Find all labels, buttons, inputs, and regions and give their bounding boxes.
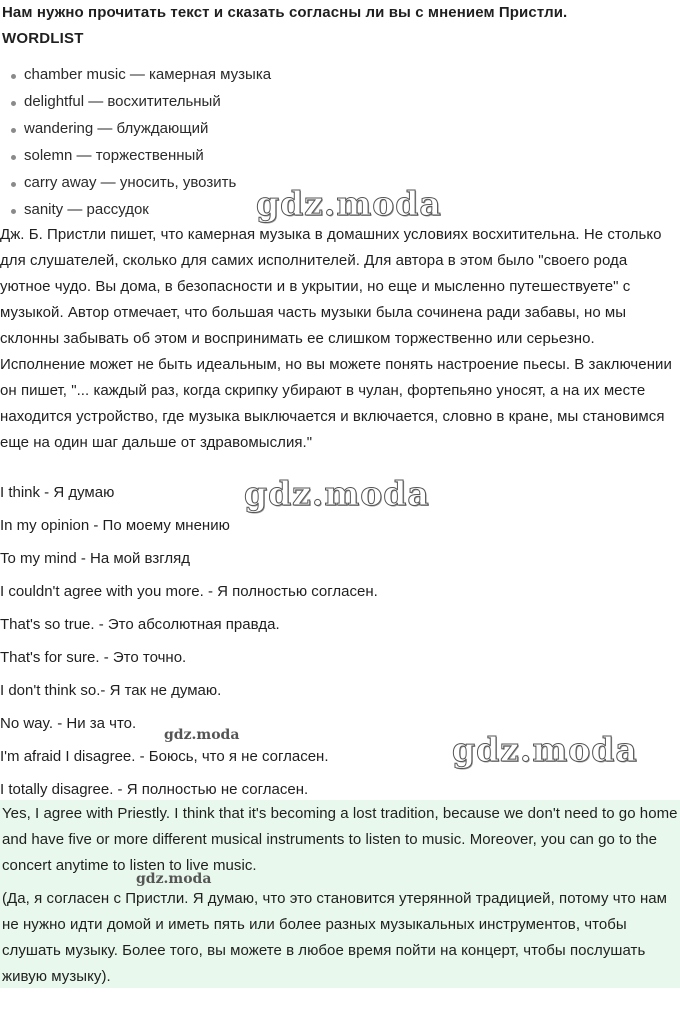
phrase-item: To my mind - На мой взгляд [0, 550, 191, 567]
phrase-item: No way. - Ни за что. [0, 715, 137, 732]
answer-russian: (Да, я согласен с Пристли. Я думаю, что это становится утерянной традицией, потому что нам не нужно идти домой и иметь пять или более разных музыкальных инструментов, чтобы слушать музыку. Более того, вы можете в любое время пойти на концерт, чтобы послушать живую музыку). [2, 890, 668, 985]
wordlist-heading: WORDLIST [2, 30, 84, 47]
watermark-logo: gdz.moda [452, 730, 638, 769]
wordlist-item: chamber music — камерная музыка [0, 64, 271, 91]
phrase-item: In my opinion - По моему мнению [0, 517, 230, 534]
wordlist-item: delightful — восхитительный [0, 91, 271, 118]
phrase-item: That's for sure. - Это точно. [0, 649, 187, 666]
wordlist-item: wandering — блуждающий [0, 118, 271, 145]
watermark-logo: gdz.moda [244, 474, 430, 513]
watermark-logo-small: gdz.moda [136, 871, 212, 887]
phrase-item: I totally disagree. - Я полностью не согласен. [0, 781, 309, 798]
wordlist-item: solemn — торжественный [0, 145, 271, 172]
phrase-item: I'm afraid I disagree. - Боюсь, что я не согласен. [0, 748, 329, 765]
bullet-icon [11, 74, 16, 79]
phrase-item: That's so true. - Это абсолютная правда. [0, 616, 280, 633]
bullet-icon [11, 128, 16, 133]
bullet-icon [11, 182, 16, 187]
summary-paragraph: Дж. Б. Пристли пишет, что камерная музыка в домашних условиях восхитительна. Не столько для слушателей, сколько для самих исполнителей. Для автора в этом было "своего рода уютное чудо. Вы дома, в безопасности и в укрытии, но еще и мысленно путешествуете" с музыкой. Автор отмечает, что большая часть музыки была сочинена ради забавы, но мы склонны забывать об этом и воспринимать ее слишком торжественно или серьезно. Исполнение может не быть идеальным, но вы можете понять настроение пьесы. В заключении он пишет, "... каждый раз, когда скрипку убирают в чулан, фортепьяно уносят, а на их месте находится устройство, где музыка выключается и включается, словно в кране, мы становимся еще на один шаг дальше от здравомыслия." [0, 226, 672, 451]
phrase-item: I couldn't agree with you more. - Я полностью согласен. [0, 583, 378, 600]
phrase-item: I don't think so.- Я так не думаю. [0, 682, 222, 699]
watermark-logo: gdz.moda [256, 184, 442, 223]
wordlist-item: sanity — рассудок [0, 199, 271, 226]
watermark-logo-small: gdz.moda [164, 727, 240, 743]
wordlist-item: carry away — уносить, увозить [0, 172, 271, 199]
bullet-icon [11, 101, 16, 106]
bullet-icon [11, 155, 16, 160]
answer-english: Yes, I agree with Priestly. I think that it's becoming a lost tradition, because we don't need to go home and have five or more different musical instruments to listen to music. Moreover, you can go to the concert anytime to listen to live music. [2, 805, 678, 874]
phrase-item: I think - Я думаю [0, 484, 115, 501]
wordlist [0, 64, 271, 226]
bullet-icon [11, 209, 16, 214]
task-title: Нам нужно прочитать текст и сказать согласны ли вы с мнением Пристли. [2, 4, 568, 21]
